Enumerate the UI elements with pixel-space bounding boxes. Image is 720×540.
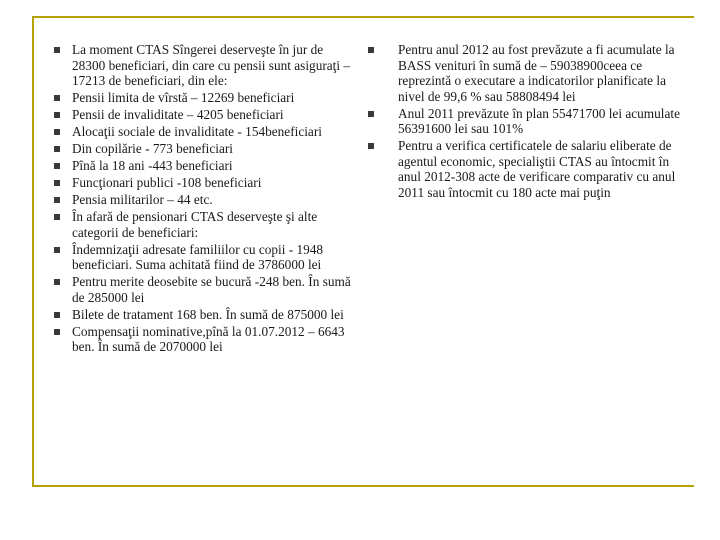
square-bullet-icon (54, 197, 60, 203)
list-item: Pensii limita de vîrstă – 12269 beneficiari (58, 90, 358, 106)
list-item: Alocaţii sociale de invaliditate - 154beneficiari (58, 124, 358, 140)
square-bullet-icon (368, 111, 374, 117)
list-item: Anul 2011 prevăzute în plan 55471700 lei acumulate 56391600 lei sau 101% (366, 106, 686, 137)
bottom-border-line (32, 485, 694, 487)
left-column (58, 42, 358, 356)
square-bullet-icon (368, 47, 374, 53)
square-bullet-icon (54, 180, 60, 186)
list-item: Compensaţii nominative,pînă la 01.07.2012 – 6643 ben. În sumă de 2070000 lei (58, 324, 358, 355)
list-item: Pentru a verifica certificatele de salariu eliberate de agentul economic, specialiştii CTAS au întocmit în anul 2012-308 acte de verificare comparativ cu anul 2011 sau întocmit cu 180 acte mai puţin (366, 138, 686, 200)
square-bullet-icon (54, 329, 60, 335)
list-item: Pensii de invaliditate – 4205 beneficiari (58, 107, 358, 123)
square-bullet-icon (54, 247, 60, 253)
square-bullet-icon (368, 143, 374, 149)
right-column (366, 42, 686, 202)
left-bullet-list (58, 42, 358, 355)
square-bullet-icon (54, 47, 60, 53)
list-item: Bilete de tratament 168 ben. În sumă de 875000 lei (58, 307, 358, 323)
list-item: Pensia militarilor – 44 etc. (58, 192, 358, 208)
square-bullet-icon (54, 163, 60, 169)
list-item: Îndemnizaţii adresate familiilor cu copii - 1948 beneficiari. Suma achitată fiind de 3786000 lei (58, 242, 358, 273)
square-bullet-icon (54, 95, 60, 101)
top-border-line (32, 16, 694, 18)
list-item: Pînă la 18 ani -443 beneficiari (58, 158, 358, 174)
list-item: Pentru anul 2012 au fost prevăzute a fi acumulate la BASS venituri în sumă de – 59038900ceea ce reprezintă o executare a indicatorilor planificate la nivel de 99,6 % sau 58808494 lei (366, 42, 686, 104)
square-bullet-icon (54, 129, 60, 135)
square-bullet-icon (54, 279, 60, 285)
list-item: În afară de pensionari CTAS deserveşte şi alte categorii de beneficiari: (58, 209, 358, 240)
square-bullet-icon (54, 312, 60, 318)
list-item: La moment CTAS Sîngerei deserveşte în jur de 28300 beneficiari, din care cu pensii sunt asiguraţi – 17213 de beneficiari, din ele: (58, 42, 358, 89)
right-bullet-list (366, 42, 686, 200)
list-item: Pentru merite deosebite se bucură -248 ben. În sumă de 285000 lei (58, 274, 358, 305)
list-item: Funcţionari publici -108 beneficiari (58, 175, 358, 191)
square-bullet-icon (54, 146, 60, 152)
list-item: Din copilărie - 773 beneficiari (58, 141, 358, 157)
left-border-line (32, 16, 34, 486)
square-bullet-icon (54, 112, 60, 118)
square-bullet-icon (54, 214, 60, 220)
